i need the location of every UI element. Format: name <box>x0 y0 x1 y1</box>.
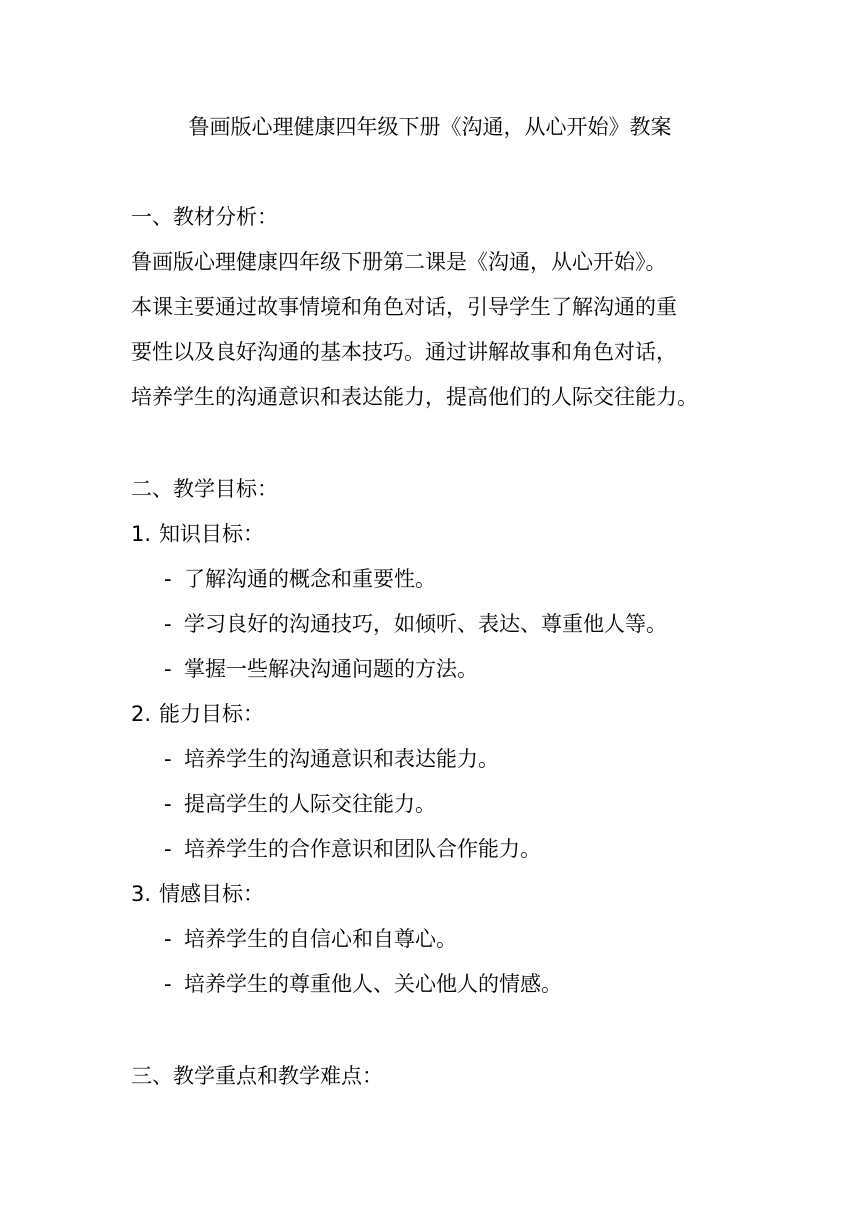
list-item <box>164 654 478 684</box>
paragraph-line: 培养学生的沟通意识和表达能力，提高他们的人际交往能力。 <box>131 385 698 409</box>
list-item <box>164 834 541 864</box>
list-item-text: 了解沟通的概念和重要性。 <box>184 567 436 591</box>
paragraph-line: 要性以及良好沟通的基本技巧。通过讲解故事和角色对话， <box>131 340 677 364</box>
list-item-text: 培养学生的自信心和自尊心。 <box>184 927 457 951</box>
list-item <box>164 969 562 999</box>
list-item <box>164 564 436 594</box>
list-item <box>164 744 499 774</box>
bullet-dash: - <box>164 567 172 591</box>
goal-number: 1. <box>131 522 152 546</box>
goal-label: 知识目标： <box>159 522 264 546</box>
goal-label: 情感目标： <box>159 882 264 906</box>
document-title: 鲁画版心理健康四年级下册《沟通，从心开始》教案 <box>188 115 672 139</box>
section-heading-textbook-analysis: 一、教材分析： <box>131 205 278 229</box>
list-item <box>164 789 436 819</box>
list-item <box>164 924 457 954</box>
goal-number: 3. <box>131 882 152 906</box>
goal-knowledge <box>131 519 264 549</box>
goal-label: 能力目标： <box>159 702 264 726</box>
section-heading-key-points: 三、教学重点和教学难点： <box>131 1064 383 1088</box>
paragraph-line: 鲁画版心理健康四年级下册第二课是《沟通，从心开始》。 <box>131 250 667 274</box>
bullet-dash: - <box>164 612 172 636</box>
bullet-dash: - <box>164 972 172 996</box>
bullet-dash: - <box>164 792 172 816</box>
bullet-dash: - <box>164 927 172 951</box>
bullet-dash: - <box>164 657 172 681</box>
list-item-text: 培养学生的沟通意识和表达能力。 <box>184 747 499 771</box>
list-item-text: 培养学生的合作意识和团队合作能力。 <box>184 837 541 861</box>
goal-emotion <box>131 879 264 909</box>
section-heading-teaching-goals: 二、教学目标： <box>131 477 278 501</box>
paragraph-line: 本课主要通过故事情境和角色对话，引导学生了解沟通的重 <box>131 295 677 319</box>
list-item-text: 提高学生的人际交往能力。 <box>184 792 436 816</box>
list-item-text: 培养学生的尊重他人、关心他人的情感。 <box>184 972 562 996</box>
goal-ability <box>131 699 264 729</box>
bullet-dash: - <box>164 837 172 861</box>
list-item-text: 掌握一些解决沟通问题的方法。 <box>184 657 478 681</box>
list-item-text: 学习良好的沟通技巧，如倾听、表达、尊重他人等。 <box>184 612 667 636</box>
goal-number: 2. <box>131 702 152 726</box>
bullet-dash: - <box>164 747 172 771</box>
list-item <box>164 609 667 639</box>
